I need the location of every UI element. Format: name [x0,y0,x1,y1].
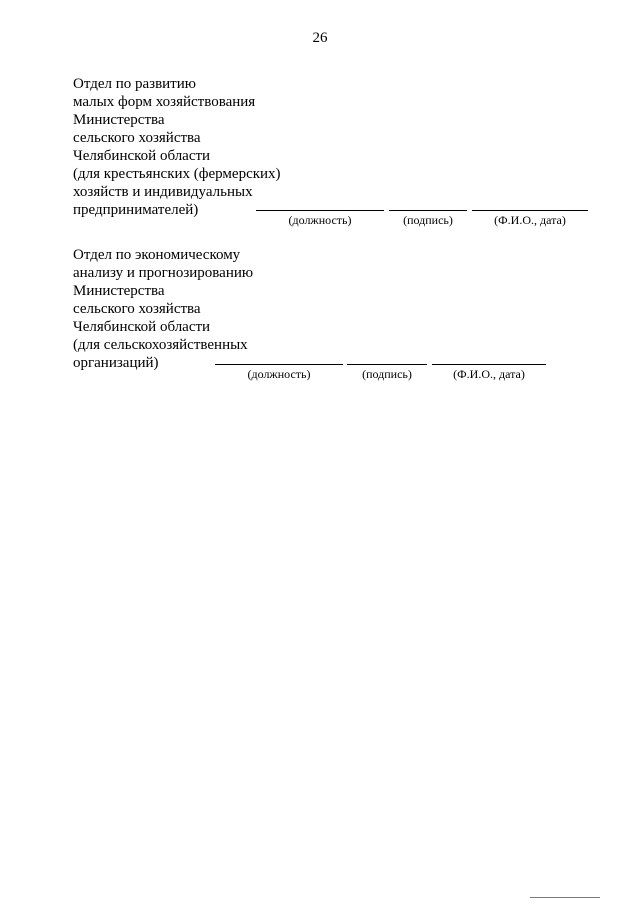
department-line: Отдел по развитию [73,76,196,92]
signature-line [389,210,467,211]
position-signature-line [256,210,384,211]
position-caption: (должность) [288,213,352,227]
department-line: Отдел по экономическому [73,247,241,263]
department-line: малых форм хозяйствования [73,94,256,110]
name-date-caption: (Ф.И.О., дата) [494,213,566,227]
department-line: Министерства [73,283,165,299]
signature-caption: (подпись) [362,367,412,381]
name-date-caption: (Ф.И.О., дата) [453,367,525,381]
department-line: (для крестьянских (фермерских) [73,166,281,182]
department-line: Челябинской области [73,148,211,164]
signature-line [347,364,427,365]
department-line: сельского хозяйства [73,301,201,317]
department-line: сельского хозяйства [73,130,201,146]
department-block-small-farms [73,75,281,219]
scan-mark-line [530,897,600,898]
department-line: (для сельскохозяйственных [73,337,248,353]
name-date-signature-line [472,210,588,211]
page-number: 26 [312,30,328,46]
position-caption: (должность) [247,367,311,381]
department-line: предпринимателей) [73,202,199,218]
department-line: организаций) [73,355,159,371]
department-block-economic-analysis [73,246,253,372]
department-line: анализу и прогнозированию [73,265,254,281]
department-line: хозяйств и индивидуальных [73,184,253,200]
department-line: Министерства [73,112,165,128]
signature-caption: (подпись) [403,213,453,227]
name-date-signature-line [432,364,546,365]
department-line: Челябинской области [73,319,211,335]
position-signature-line [215,364,343,365]
